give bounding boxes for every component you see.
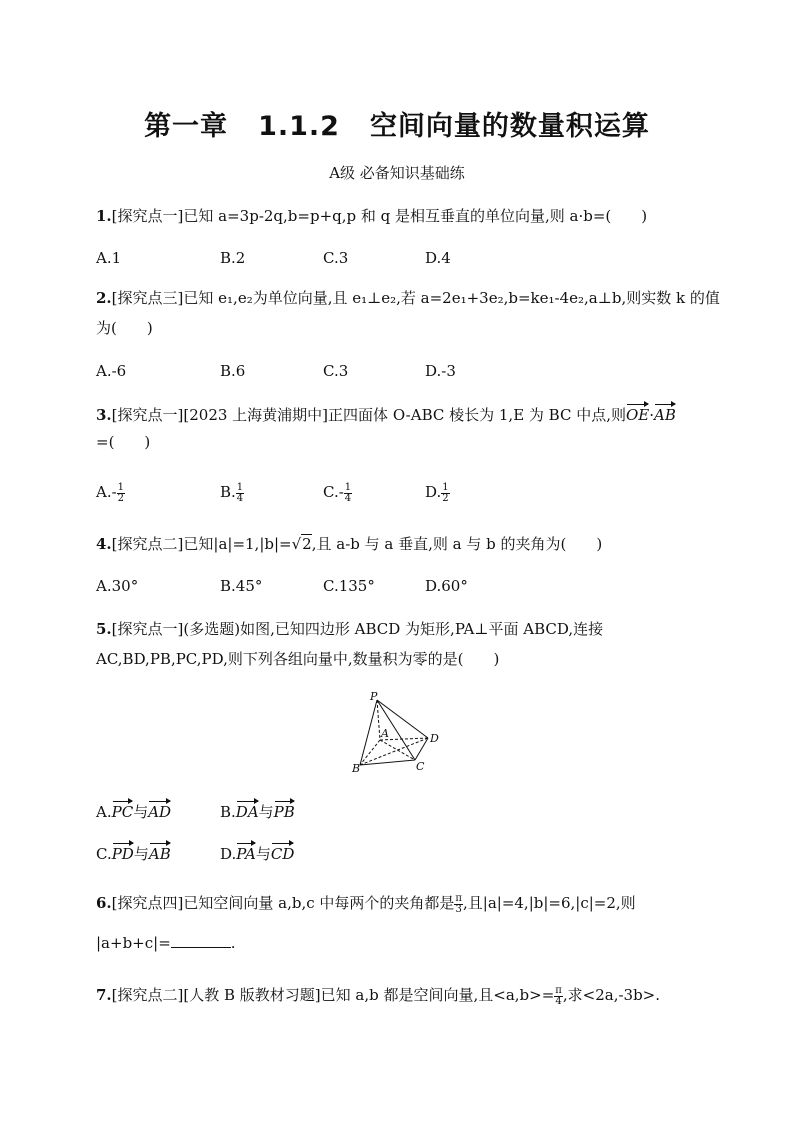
question-2 [96,288,720,308]
question-6 [96,893,636,915]
option-c: C.- $\frac{1}{4}$ [323,481,352,504]
option-c: C.3 [323,362,349,380]
question-5 [96,619,603,639]
question-tag: [探究点一] [111,406,184,424]
label-d: D [430,732,439,745]
chapter-label: 第一章 [144,111,229,142]
question-number: 2. [96,289,112,307]
question-text-cont: =( ) [96,433,151,451]
question-number: 4. [96,535,112,553]
question-tag: [探究点三] [111,289,184,307]
question-text-cont: |a+b+c|= . [96,934,236,952]
option-b: B.45° [220,577,263,595]
option-c: C.PD与AB [96,841,171,864]
page-title [0,104,794,143]
option-b: B. $\frac{1}{4}$ [220,481,244,504]
option-a: A.-6 [96,362,127,380]
question-text: 已知空间向量 a,b,c 中每两个的夹角都是 [183,894,455,912]
edge-cd [415,738,428,760]
sqrt-value: 2 [302,535,312,553]
option-d: D. $\frac{1}{2}$ [425,481,449,504]
question-tag: [探究点一] [111,620,184,638]
option-a: A.PC与AD [96,799,171,822]
option-d: D.60° [425,577,468,595]
vector-ab: AB [654,402,676,425]
option-d: D.-3 [425,362,456,380]
option-b: B.DA与PB [220,799,295,822]
question-source: [2023 上海黄浦期中] [183,406,329,424]
label-b: B [352,762,361,775]
edge-bc [360,760,415,765]
option-d: D.PA与CD [220,841,294,864]
multi-choice-tag: (多选题) [183,620,241,638]
option-c: C.3 [323,249,349,267]
question-tag: [探究点二] [111,535,184,553]
question-1 [96,206,647,226]
question-source: [人教 B 版教材习题] [183,986,321,1004]
question-number: 7. [96,986,112,1004]
pyramid-figure [350,690,450,775]
question-text-cont: AC,BD,PB,PC,PD,则下列各组向量中,数量积为零的是( ) [96,650,500,668]
option-b: B.2 [220,249,246,267]
label-a: A [381,727,389,740]
option-b: B.6 [220,362,246,380]
question-number: 5. [96,620,112,638]
dot-operator: · [649,406,655,424]
option-a: A.- $\frac{1}{2}$ [96,481,125,504]
question-3 [96,402,676,425]
option-d: D.4 [425,249,451,267]
label-p: P [370,690,378,703]
edge-pa [377,700,380,740]
option-a: A.30° [96,577,139,595]
question-tag: [探究点一] [111,207,184,225]
label-c: C [416,760,425,773]
question-text: 已知 a,b 都是空间向量,且<a,b>= [320,986,555,1004]
question-text-cont: 为( ) [96,319,153,337]
question-tag: [探究点四] [111,894,184,912]
question-text-b: ,求<2a,-3b>. [562,986,661,1004]
topic-title: 空间向量的数量积运算 [369,111,650,142]
question-4: 4.[探究点二]已知|a|=1,|b|=√2,且 a-b 与 a 垂直,则 a 与 b 的夹角为( ) [96,535,603,553]
question-text-b: ,且 a-b 与 a 垂直,则 a 与 b 的夹角为( ) [311,535,603,553]
question-7 [96,985,660,1007]
question-text-b: ,且|a|=4,|b|=6,|c|=2,则 [463,894,636,912]
option-c: C.135° [323,577,375,595]
question-number: 1. [96,207,112,225]
vector-oe: OE [626,402,649,425]
question-text: 已知|a|=1,|b|= [183,535,292,553]
answer-blank [171,933,231,948]
question-text: 如图,已知四边形 ABCD 为矩形,PA⊥平面 ABCD,连接 [240,620,604,638]
question-number: 6. [96,894,112,912]
section-number: 1.1.2 [258,111,340,142]
level-subtitle: A级 必备知识基础练 [329,164,465,182]
question-text: 已知 e₁,e₂为单位向量,且 e₁⊥e₂,若 a=2e₁+3e₂,b=ke₁-4e₂,a⊥b,则实数 k 的值 [183,289,720,307]
question-number: 3. [96,406,112,424]
question-text: 正四面体 O-ABC 棱长为 1,E 为 BC 中点,则 [328,406,626,424]
question-text: 已知 a=3p-2q,b=p+q,p 和 q 是相互垂直的单位向量,则 a·b=( ) [183,207,648,225]
fraction-pi-4: $\frac{\pi}{4}$ [555,984,562,1007]
question-tag: [探究点二] [111,986,184,1004]
option-a: A.1 [96,249,122,267]
edge-pb [360,700,377,765]
fraction-pi-3: $\frac{\pi}{3}$ [455,892,462,915]
